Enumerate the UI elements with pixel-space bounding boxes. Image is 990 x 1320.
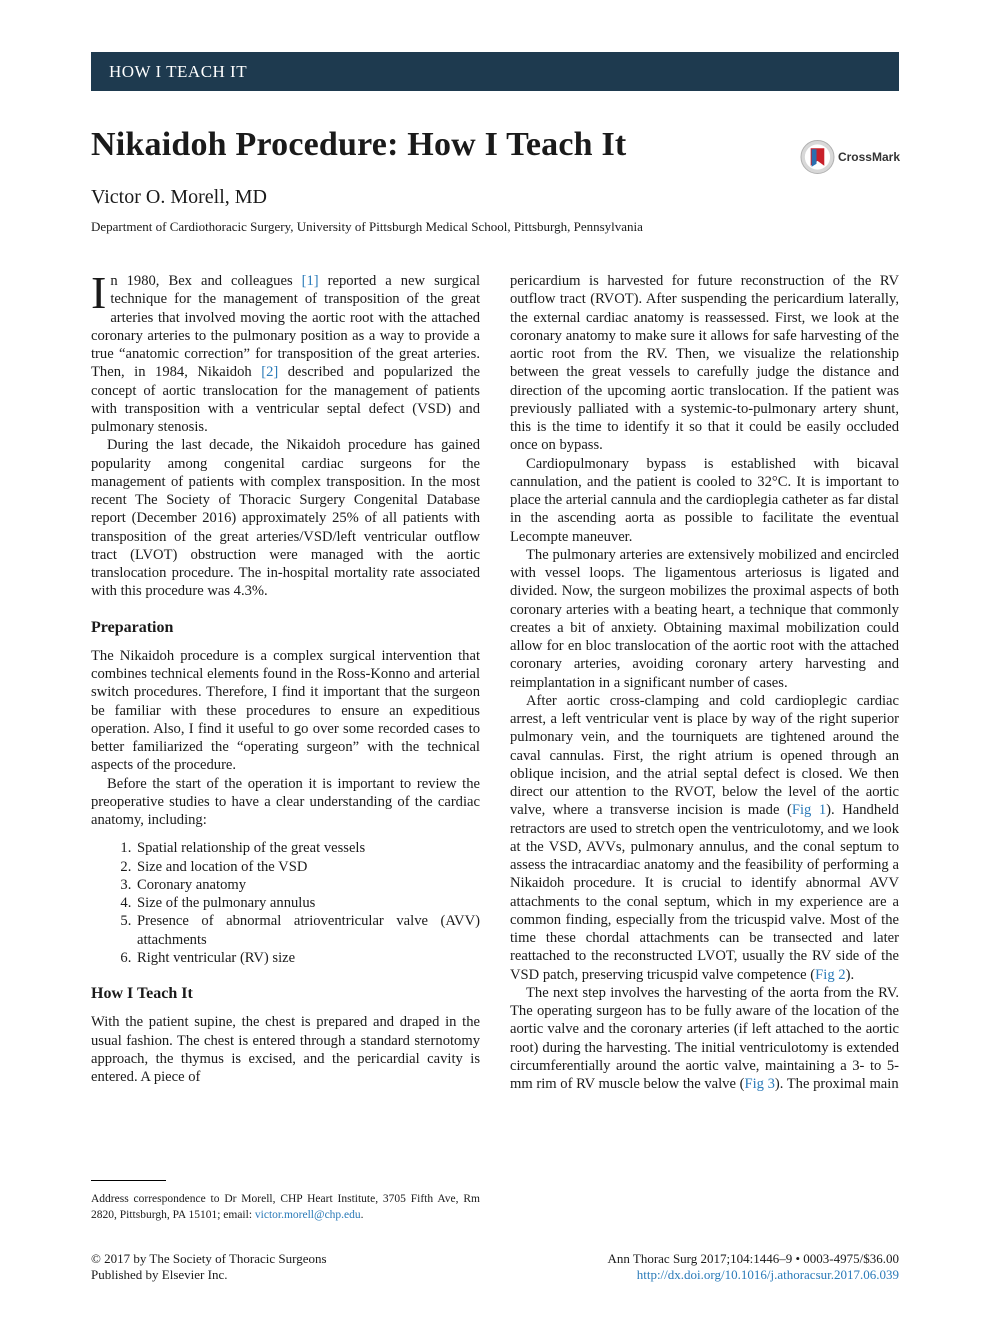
reference-link-2[interactable]: [2] <box>261 364 279 381</box>
paragraph-text: ). Handheld retractors are used to stretch open the ventriculotomy, and we look at the VSD, AVVs, pulmonary annulus, and the conal septum to assess the intracardiac anatomy and the feasibility of performing a Nikaidoh procedure. It is crucial to identify abnormal AVV attachments to the conal septum, which in my experience are a common finding, especially from the tricuspid valve. Most of the time these chordal attachments can be transected and later reattached to the reconstructed LVOT, usually the RV side of the VSD patch, preserving tricuspid valve competence ( <box>510 802 899 983</box>
section-heading-how-i-teach-it: How I Teach It <box>91 985 193 1002</box>
paragraph-text: ). The proximal main <box>774 1076 899 1092</box>
intro-text-a: n 1980, Bex and colleagues <box>110 273 302 289</box>
crossmark-icon <box>800 139 835 175</box>
copyright-line: © 2017 by The Society of Thoracic Surgeons <box>91 1251 327 1266</box>
section-heading-preparation: Preparation <box>91 618 174 636</box>
author-affiliation: Department of Cardiothoracic Surgery, University of Pittsburgh Medical School, Pittsburgh, Pennsylvania <box>91 219 643 234</box>
crossmark-label: CrossMark <box>837 150 900 164</box>
paragraph-text: The next step involves the harvesting of the aorta from the RV. The operating surgeon has to be fully aware of the location of the aortic valve and the coronary arteries (if left attached to the aortic root) during the harvesting. The initial ventriculotomy is extended circumferentially around the aortic valve, maintaining a 3- to 5-mm rim of RV muscle below the valve ( <box>510 984 899 1092</box>
figure-link-3[interactable]: Fig 3 <box>744 1076 775 1092</box>
publisher-line: Published by Elsevier Inc. <box>91 1267 228 1282</box>
footnote-divider <box>91 1180 166 1181</box>
list-item: 3. Coronary anatomy <box>135 876 480 894</box>
body-paragraph: Before the start of the operation it is important to review the preoperative studies to have a clear understanding of the cardiac anatomy, including: <box>91 775 480 828</box>
list-item: 4. Size of the pulmonary annulus <box>135 894 480 912</box>
right-column <box>510 272 899 1093</box>
intro-paragraph <box>91 267 480 436</box>
intro-text-b: reported a new surgical technique for the management of transposition of the great arteries that involved moving the aortic root with the attached coronary arteries to the pulmonary position as a way to provide a true “anatomic correction” for transposition of the great arteries. Then, in 1984, Nikaidoh <box>91 273 480 381</box>
list-item: 6. Right ventricular (RV) size <box>135 949 480 967</box>
figure-link-1[interactable]: Fig 1 <box>791 802 827 819</box>
list-item: 5. Presence of abnormal atrioventricular valve (AVV) attachments <box>135 912 480 949</box>
body-paragraph: The pulmonary arteries are extensively mobilized and encircled with vessel loops. The ligamentous arteriosus is ligated and divided. Now, the surgeon mobilizes the proximal aspects of both coronary arteries with a beating heart, a technique that commonly creates a bit of anxiety. Obtaining maximal mobilization could allow for en bloc translocation of the aortic root with the attached coronary arteries, avoiding coronary artery harvesting and reimplantation in a significant number of cases. <box>510 546 899 691</box>
preoperative-checklist <box>91 839 480 967</box>
body-paragraph: pericardium is harvested for future reconstruction of the RV outflow tract (RVOT). After suspending the pericardium laterally, the external cardiac anatomy is reassessed. First, we look at the coronary anatomy to make sure it allows for safe harvesting of the aortic root from the RV. Then, we visualize the relationship between the great vessels to carefully judge the distance and direction of the upcoming aortic translocation. If the patient was previously palliated with a systemic-to-pulmonary artery shunt, this is the time to identify it so that it could be easily occluded once on bypass. <box>510 273 899 454</box>
citation-line: Ann Thorac Surg 2017;104:1446–9 • 0003-4975/$36.00 <box>607 1251 899 1266</box>
body-paragraph: During the last decade, the Nikaidoh procedure has gained popularity among congenital cardiac surgeons for the management of patients with complex transposition. In the most recent The Society of Thoracic Surgery Congenital Database report (December 2016) approximately 25% of all patients with transposition of the great arteries/VSD/left ventricular outflow tract (LVOT) obstruction were managed with the aortic translocation procedure. The in-hospital mortality rate associated with this procedure was 4.3%. <box>91 437 480 600</box>
drop-cap: I <box>91 267 107 318</box>
author-name: Victor O. Morell, MD <box>91 186 267 208</box>
body-paragraph: Cardiopulmonary bypass is established with bicaval cannulation, and the patient is cooled to 32°C. It is important to place the arterial cannula and the cardioplegia catheter as far distal in the ascending aorta as possible to facilitate the eventual Lecompte maneuver. <box>510 455 899 545</box>
footnote-end: . <box>360 1209 364 1221</box>
reference-link-1[interactable]: [1] <box>301 273 319 289</box>
left-column <box>91 267 480 1086</box>
body-paragraph: The Nikaidoh procedure is a complex surgical intervention that combines technical elements found in the Ross-Konno and arterial switch procedures. Therefore, I find it important that the surgeon be familiar with these procedures to ensure an expeditious operation. Also, I find it useful to go over some recorded cases to better familiarized the “operating surgeon” with the technical aspects of the procedure. <box>91 647 480 774</box>
doi-link[interactable]: http://dx.doi.org/10.1016/j.athoracsur.2017.06.039 <box>636 1267 899 1282</box>
figure-link-2[interactable]: Fig 2 <box>815 966 846 983</box>
body-paragraph: With the patient supine, the chest is prepared and draped in the usual fashion. The chest is entered through a standard sternotomy approach, the thymus is excised, and the pericardial cavity is entered. A piece of <box>91 1014 480 1085</box>
list-item: 1. Spatial relationship of the great vessels <box>135 839 480 857</box>
body-paragraph <box>510 984 899 1094</box>
correspondence-footnote <box>91 1191 480 1223</box>
list-item: 2. Size and location of the VSD <box>135 858 480 876</box>
email-link[interactable]: victor.morell@chp.edu <box>254 1209 361 1221</box>
article-title: Nikaidoh Procedure: How I Teach It <box>91 126 627 163</box>
footnote-text: Address correspondence to Dr Morell, CHP Heart Institute, 3705 Fifth Ave, Rm 2820, Pittsburgh, PA 15101; email: <box>91 1193 480 1221</box>
intro-text-c: described and popularized the concept of aortic translocation for the management of patients with transposition with a ventricular septal defect (VSD) and pulmonary stenosis. <box>91 364 480 435</box>
footer-right <box>607 1251 899 1283</box>
section-banner: HOW I TEACH IT <box>91 52 899 91</box>
paragraph-text: After aortic cross-clamping and cold cardioplegic cardiac arrest, a left ventricular vent is place by way of the right superior pulmonary vein, and the tourniquets are tightened around the caval cannulas. First, the right atrium is opened through an oblique incision, and the atrial septal defect is closed. We then direct our attention to the RVOT, below the level of the aortic valve, where a transverse incision is made ( <box>510 692 899 819</box>
paragraph-text: ). <box>845 966 855 983</box>
footer-left <box>91 1251 327 1283</box>
crossmark-badge[interactable] <box>800 138 900 176</box>
body-paragraph <box>510 692 899 984</box>
